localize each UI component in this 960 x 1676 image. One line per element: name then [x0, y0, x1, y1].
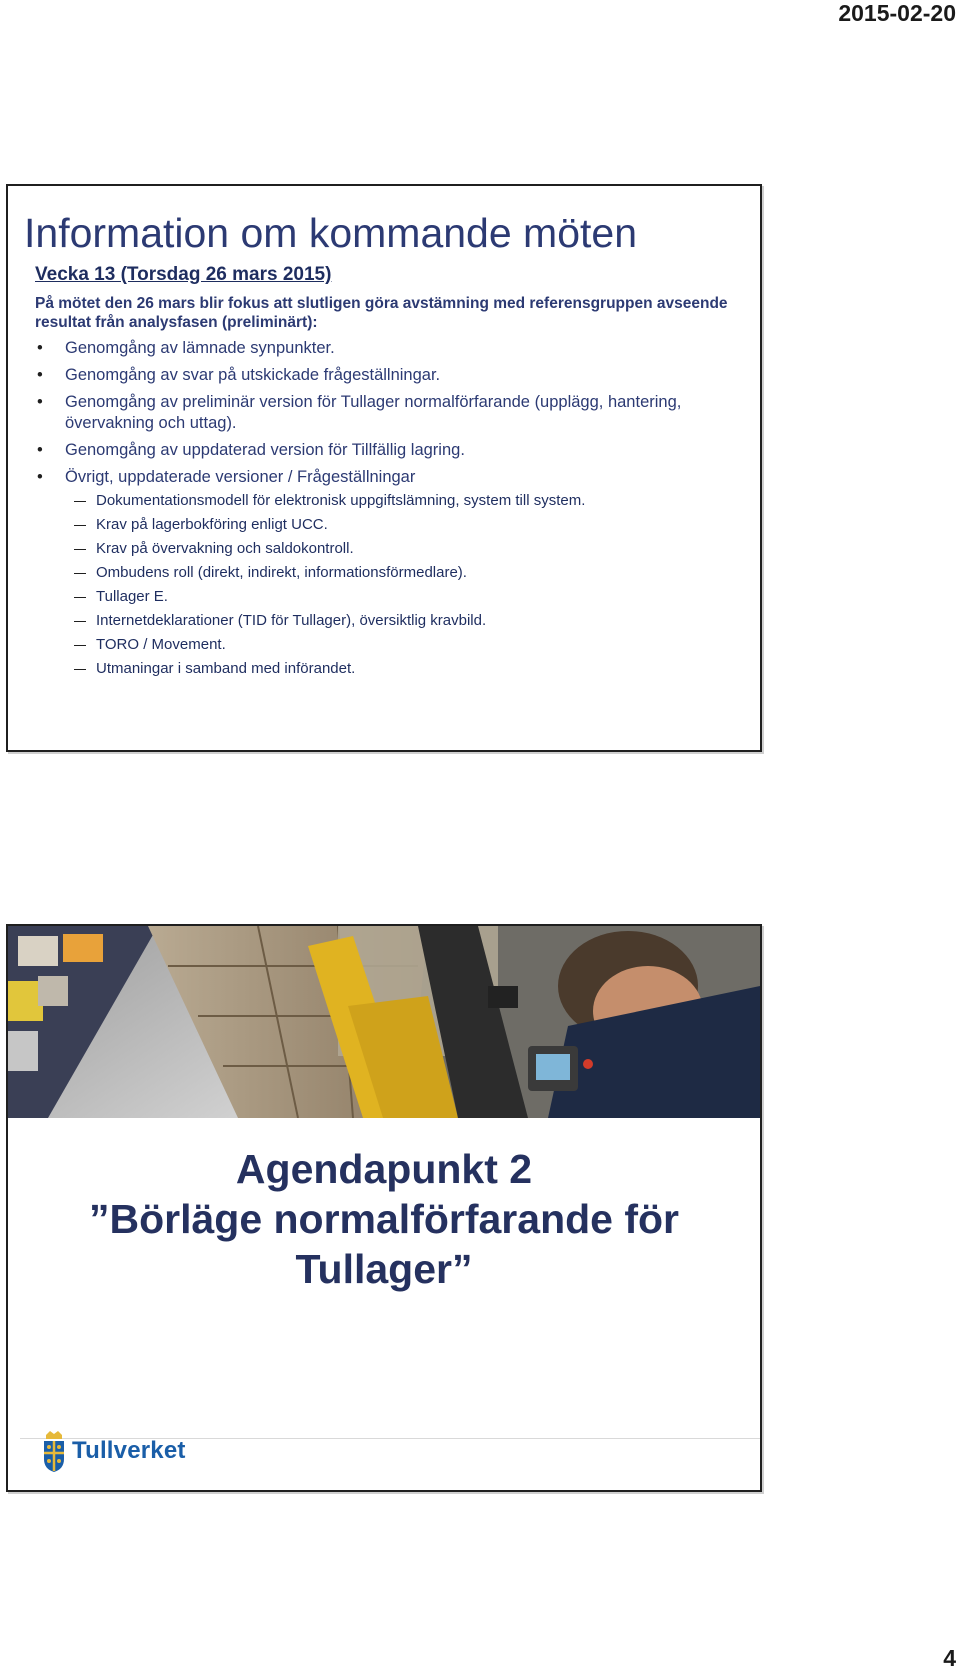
sub-bullet-list	[65, 492, 745, 678]
bullet-item	[35, 440, 745, 461]
sub-bullet-item	[65, 516, 745, 534]
agenda-title-line: Agendapunkt 2	[235, 1146, 533, 1192]
sub-bullet-item	[65, 588, 745, 606]
bullet-list	[35, 338, 745, 684]
control-screen	[536, 1054, 570, 1080]
sub-bullet-text: Tullager E.	[96, 588, 168, 605]
bullet-icon: •	[37, 468, 43, 486]
sub-bullet-text: Utmaningar i samband med införandet.	[96, 660, 356, 677]
bullet-icon: •	[37, 366, 43, 384]
sub-bullet-text: Dokumentationsmodell för elektronisk uppgiftslämning, system till system.	[96, 492, 586, 509]
sub-bullet-text: Krav på övervakning och saldokontroll.	[96, 540, 354, 557]
bullet-item	[35, 392, 745, 434]
sub-bullet-item	[65, 660, 745, 678]
dash-icon	[74, 549, 86, 550]
logo-text: Tullverket	[72, 1437, 186, 1464]
slide-title: Information om kommande möten	[24, 210, 637, 256]
agenda-title	[8, 1144, 760, 1294]
sub-bullet-text: Ombudens roll (direkt, indirekt, informationsförmedlare).	[96, 564, 467, 581]
red-button-icon	[583, 1059, 593, 1069]
bullet-icon: •	[37, 393, 43, 411]
bullet-text: Genomgång av lämnade synpunkter.	[65, 339, 335, 357]
sub-bullet-item	[65, 636, 745, 654]
slide-agenda	[6, 924, 762, 1492]
dash-icon	[74, 597, 86, 598]
agenda-title-line: ”Börläge normalförfarande för	[88, 1196, 680, 1242]
photo-illustration	[8, 926, 760, 1118]
scanner-device	[488, 986, 518, 1008]
agenda-title-line: Tullager”	[295, 1246, 473, 1292]
bullet-text: Genomgång av svar på utskickade frågeställningar.	[65, 366, 441, 384]
sub-bullet-item	[65, 492, 745, 510]
slide-information	[6, 184, 762, 752]
sub-bullet-text: TORO / Movement.	[96, 636, 226, 653]
coat-of-arms-icon	[40, 1429, 68, 1473]
page-number: 4	[943, 1645, 956, 1671]
dash-icon	[74, 645, 86, 646]
bullet-icon: •	[37, 441, 43, 459]
bullet-item	[35, 467, 745, 678]
sub-bullet-text: Krav på lagerbokföring enligt UCC.	[96, 516, 328, 533]
bullet-text: Övrigt, uppdaterade versioner / Frågeställningar	[65, 468, 416, 486]
dash-icon	[74, 621, 86, 622]
bullet-item	[35, 365, 745, 386]
bullet-text: Genomgång av uppdaterad version för Tillfällig lagring.	[65, 441, 465, 459]
dash-icon	[74, 525, 86, 526]
dash-icon	[74, 501, 86, 502]
bullet-item	[35, 338, 745, 359]
dash-icon	[74, 669, 86, 670]
bullet-icon: •	[37, 339, 43, 357]
sub-bullet-text: Internetdeklarationer (TID för Tullager), översiktlig kravbild.	[96, 612, 487, 629]
sub-bullet-item	[65, 540, 745, 558]
page-date: 2015-02-20	[838, 0, 956, 26]
tullverket-logo	[40, 1426, 186, 1476]
warehouse-forklift-photo	[8, 926, 760, 1118]
sub-bullet-item	[65, 612, 745, 630]
bullet-text: Genomgång av preliminär version för Tullager normalförfarande (upplägg, hantering, övervakning och uttag).	[65, 393, 682, 432]
slide-subtitle: Vecka 13 (Torsdag 26 mars 2015)	[35, 264, 332, 285]
sub-bullet-item	[65, 564, 745, 582]
slide-intro: På mötet den 26 mars blir fokus att slutligen göra avstämning med referensgruppen avseende resultat från analysfasen (preliminärt):	[35, 295, 728, 331]
dash-icon	[74, 573, 86, 574]
